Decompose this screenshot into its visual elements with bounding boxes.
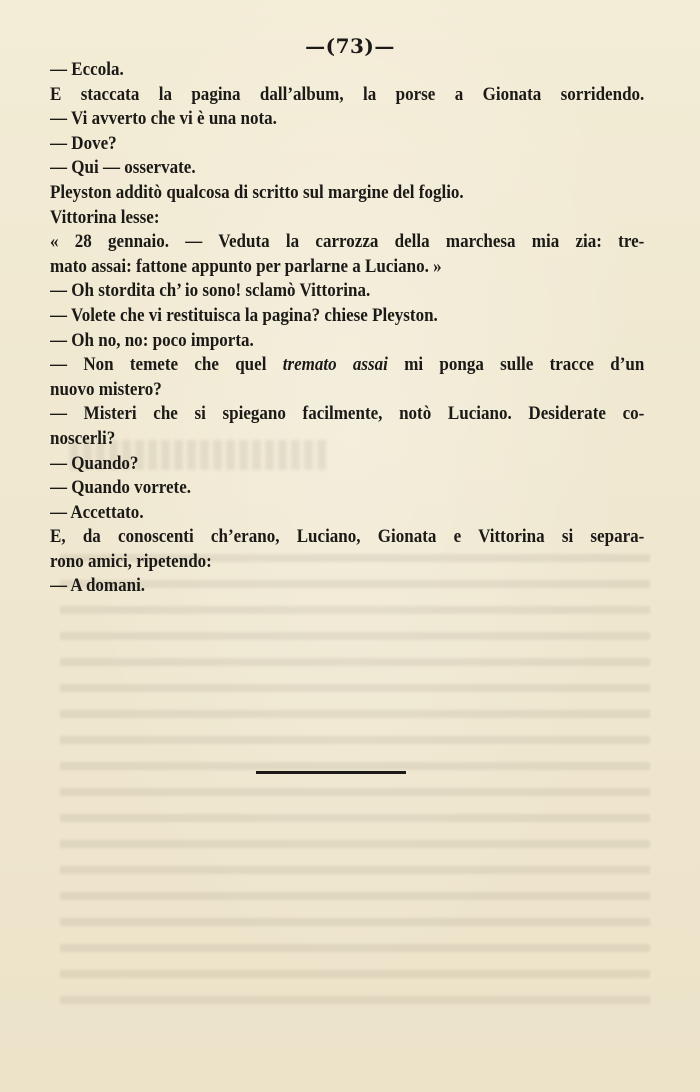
text-line-8: « 28 gennaio. — Veduta la carrozza della marchesa mia zia: tre- [50,232,645,253]
text-line-13-start: — Non temete che quel [50,355,283,376]
text-line-6: Pleyston additò qualcosa di scritto sul margine del foglio. [50,182,464,203]
text-line-13 [50,353,644,378]
text-line-18: — Quando vorrete. [50,478,192,499]
text-line-10: — Oh stordita ch’ io sono! sclamò Vittorina. [50,281,371,302]
text-line-3: — Vi avverto che vi è una nota. [50,109,277,130]
text-line-4: — Dove? [50,133,117,154]
text-line-7: Vittorina lesse: [50,207,160,228]
text-line-19: — Accettato. [50,502,144,523]
text-line-14: nuovo mistero? [50,379,162,400]
show-through-text [60,540,650,1020]
text-line-5: — Qui — osservate. [50,158,196,179]
text-line-12: — Oh no, no: poco importa. [50,330,254,351]
text-line-20: E, da conoscenti ch’erano, Luciano, Gionata e Vittorina si separa- [50,527,645,548]
text-line-15: — Misteri che si spiegano facilmente, notò Luciano. Desiderate co- [50,404,645,425]
section-divider [256,771,406,774]
text-line-21: rono amici, ripetendo: [50,551,212,572]
page-number: —(73)— [305,34,395,58]
text-line-13-end: mi ponga sulle tracce d’un [387,355,645,376]
text-line-9: mato assai: fattone appunto per parlarne a Luciano. » [50,256,442,277]
text-line-2: E staccata la pagina dall’album, la porse a Gionata sorridendo. [50,84,645,105]
text-line-1: — Eccola. [50,60,124,80]
text-line-16: noscerli? [50,428,116,449]
text-line-11: — Volete che vi restituisca la pagina? chiese Pleyston. [50,305,438,326]
text-line-17: — Quando? [50,453,139,474]
italic-phrase: tremato assai [282,355,388,376]
page-body [50,58,644,599]
text-line-22: — A domani. [50,576,146,597]
